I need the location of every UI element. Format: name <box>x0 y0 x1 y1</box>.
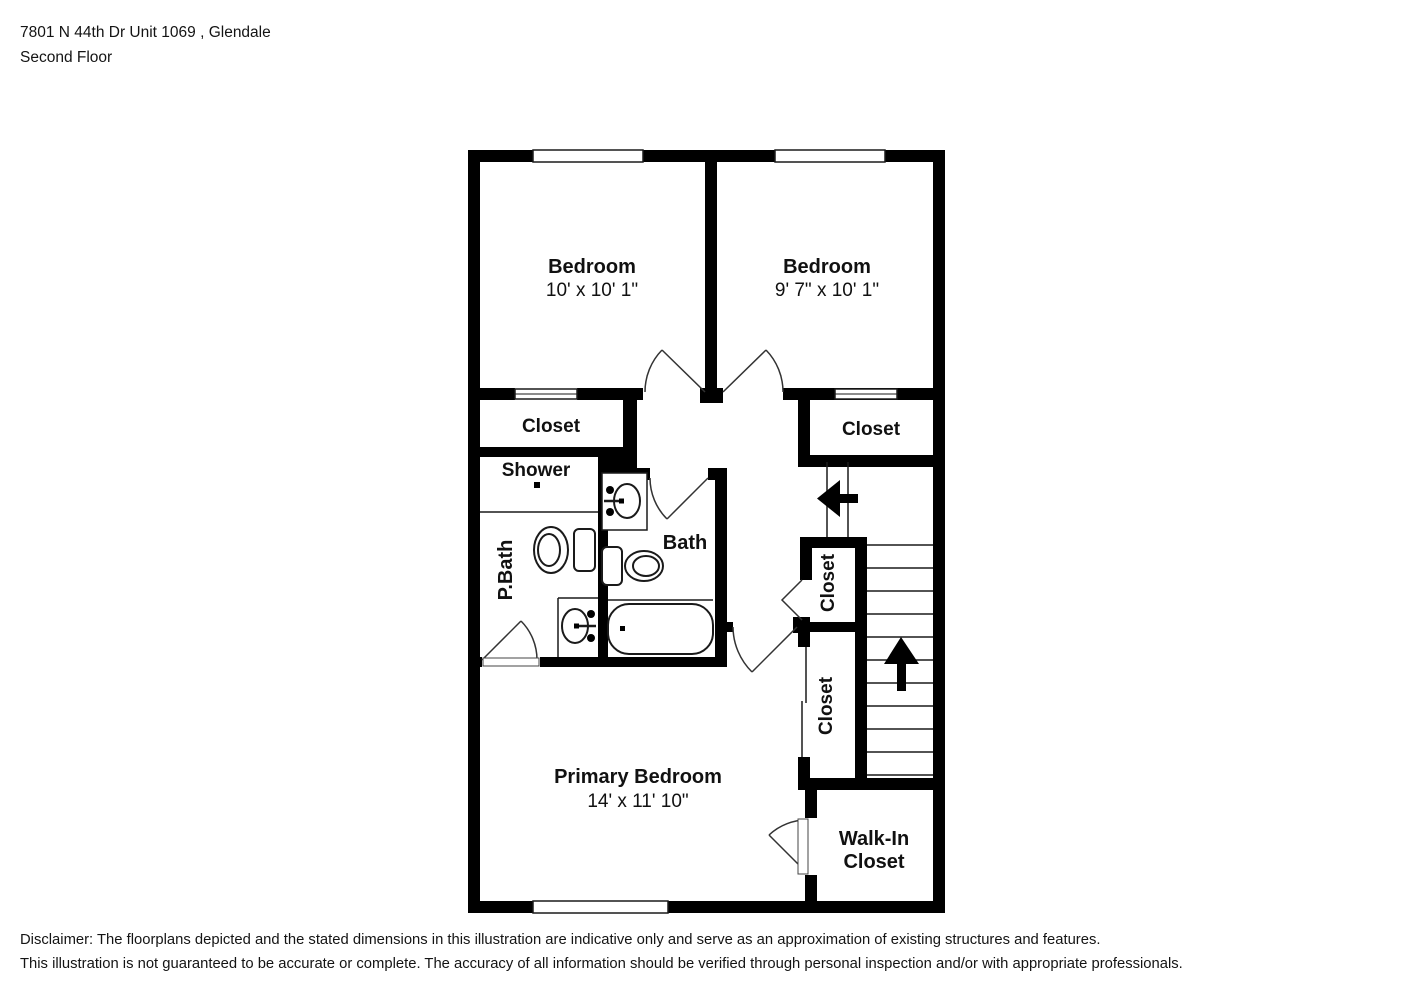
left-arrow-icon <box>817 480 858 517</box>
window-bedroom-1 <box>533 150 643 162</box>
disclaimer-line-1: Disclaimer: The floorplans depicted and the stated dimensions in this illustration are indicative only and serve as an approximation of existing structures and features. <box>20 932 1101 948</box>
door-bedroom-2 <box>723 350 783 392</box>
wall-bedroom-divider <box>705 150 717 390</box>
toilet <box>534 527 595 573</box>
bath-label: Bath <box>662 532 708 554</box>
bedroom-2-label: Bedroom <box>783 256 871 278</box>
bathtub <box>608 600 713 654</box>
shower-label: Shower <box>501 460 571 481</box>
door-bedroom-1 <box>645 350 705 392</box>
walk-in-closet-label-line2: Closet <box>843 851 905 873</box>
floor-label: Second Floor <box>20 49 113 66</box>
closet-left-label: Closet <box>521 416 581 437</box>
closet-right-label: Closet <box>841 419 901 440</box>
bedroom-2-dimensions: 9' 7" x 10' 1" <box>774 280 880 301</box>
door-leaf-walk-in <box>798 819 808 874</box>
closet-hall-upper-label: Closet <box>818 553 839 613</box>
stairs <box>827 462 933 775</box>
sink <box>558 598 598 657</box>
disclaimer <box>20 928 1183 976</box>
slider-closet-hall-lower <box>802 647 806 757</box>
address-line: 7801 N 44th Dr Unit 1069 , Glendale <box>20 24 271 41</box>
primary-bedroom-label: Primary Bedroom <box>554 766 722 788</box>
door-primary-bedroom <box>733 627 797 672</box>
bedroom-1-dimensions: 10' x 10' 1" <box>545 280 639 301</box>
closet-hall-lower-label: Closet <box>816 676 837 736</box>
door-leaf-primary-bath <box>483 658 539 666</box>
shower-drain <box>534 482 540 488</box>
disclaimer-line-2: This illustration is not guaranteed to be accurate or complete. The accuracy of all information should be verified through personal inspection and/or with appropriate professionals. <box>20 956 1183 972</box>
window-primary-bedroom <box>533 901 668 913</box>
wall-right <box>933 150 945 913</box>
sink <box>602 473 647 530</box>
bedroom-1-label: Bedroom <box>548 256 636 278</box>
primary-bath-label: P.Bath <box>495 539 517 601</box>
window-bedroom-2 <box>775 150 885 162</box>
door-bath <box>650 478 708 519</box>
door-primary-bath <box>482 621 537 660</box>
wall-left <box>468 150 480 913</box>
toilet <box>602 547 663 585</box>
door-closet-hall-upper-bifold <box>782 580 802 620</box>
walk-in-closet-label-line1: Walk-In <box>838 828 910 850</box>
primary-bedroom-dimensions: 14' x 11' 10" <box>587 791 689 812</box>
